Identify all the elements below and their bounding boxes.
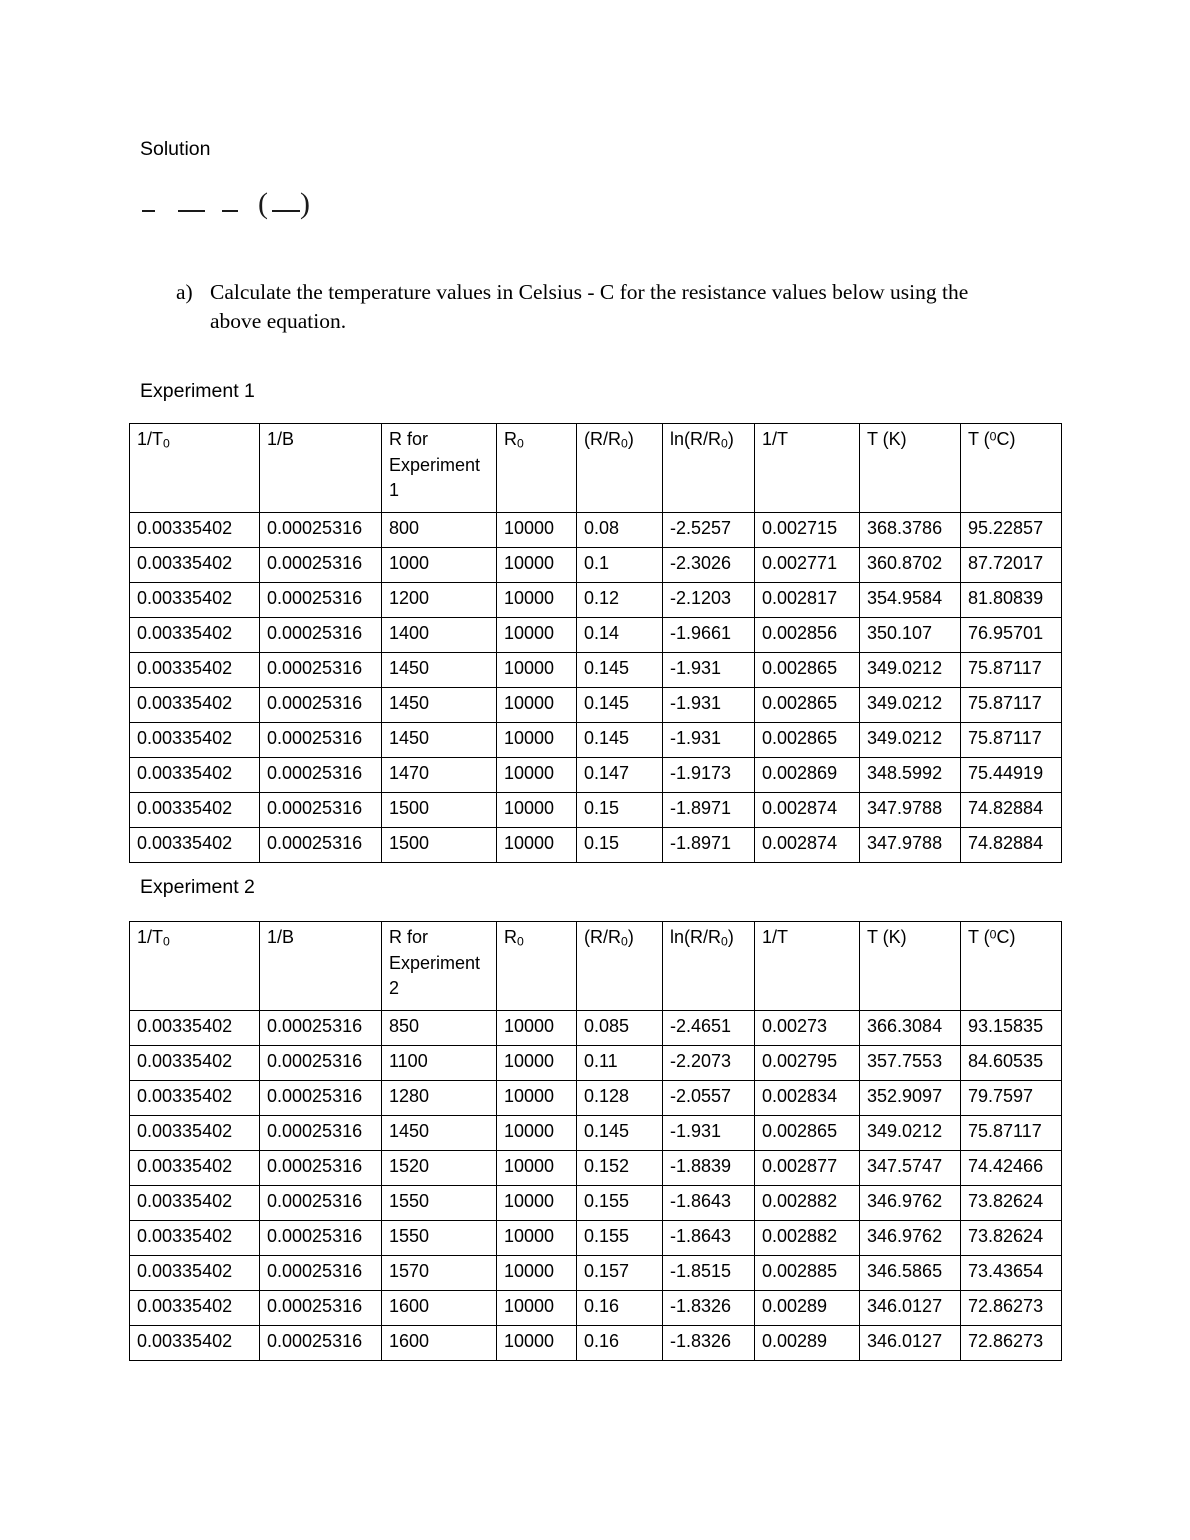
- table-row: [130, 1046, 1062, 1081]
- table-cell: 0.00335402: [130, 1256, 260, 1291]
- table-cell: 0.00335402: [130, 1186, 260, 1221]
- table-cell: -1.931: [663, 723, 755, 758]
- table-cell: 349.0212: [860, 723, 961, 758]
- table-cell: -1.931: [663, 653, 755, 688]
- table-cell: 0.00289: [755, 1291, 860, 1326]
- table-cell: -1.8839: [663, 1151, 755, 1186]
- table-cell: 73.82624: [961, 1221, 1062, 1256]
- table-cell: 10000: [497, 513, 577, 548]
- table-cell: 75.87117: [961, 688, 1062, 723]
- table-cell: 368.3786: [860, 513, 961, 548]
- table-row: [130, 723, 1062, 758]
- table-cell: -1.931: [663, 1116, 755, 1151]
- table-cell: 0.002882: [755, 1186, 860, 1221]
- table-cell: 0.00025316: [260, 1326, 382, 1361]
- table-cell: 0.155: [577, 1221, 663, 1256]
- solution-heading: Solution: [140, 138, 211, 160]
- table-cell: 1550: [382, 1186, 497, 1221]
- table-cell: 76.95701: [961, 618, 1062, 653]
- table-cell: 0.00025316: [260, 653, 382, 688]
- column-header: R for Experiment 1: [382, 424, 497, 513]
- table-row: [130, 1221, 1062, 1256]
- table-cell: 0.00025316: [260, 1256, 382, 1291]
- table-cell: 346.0127: [860, 1291, 961, 1326]
- column-header: $(R/R_0)$: [577, 922, 663, 1011]
- table-cell: 0.155: [577, 1186, 663, 1221]
- table-cell: 0.00025316: [260, 1186, 382, 1221]
- table-cell: 75.87117: [961, 723, 1062, 758]
- table-cell: 347.9788: [860, 828, 961, 863]
- table-cell: 0.00025316: [260, 758, 382, 793]
- table-cell: 0.00335402: [130, 1326, 260, 1361]
- table-cell: 0.002874: [755, 793, 860, 828]
- table-cell: 0.002865: [755, 688, 860, 723]
- table-cell: -1.931: [663, 688, 755, 723]
- table-cell: 1500: [382, 828, 497, 863]
- table-cell: 1500: [382, 793, 497, 828]
- table-cell: 800: [382, 513, 497, 548]
- table-cell: 0.00335402: [130, 793, 260, 828]
- table-cell: -1.8971: [663, 828, 755, 863]
- table-cell: 347.9788: [860, 793, 961, 828]
- table-row: [130, 1116, 1062, 1151]
- table-cell: 0.002795: [755, 1046, 860, 1081]
- table-row: [130, 828, 1062, 863]
- table-row: [130, 548, 1062, 583]
- table-cell: 10000: [497, 793, 577, 828]
- table-cell: 74.82884: [961, 793, 1062, 828]
- table-cell: 0.00335402: [130, 688, 260, 723]
- table-cell: 1600: [382, 1326, 497, 1361]
- table-cell: 0.00025316: [260, 1151, 382, 1186]
- table-row: [130, 1256, 1062, 1291]
- table-cell: 0.00335402: [130, 758, 260, 793]
- table-cell: 0.15: [577, 793, 663, 828]
- table-cell: 0.16: [577, 1291, 663, 1326]
- table-header-row: [130, 424, 1062, 513]
- table-cell: 0.00335402: [130, 1151, 260, 1186]
- table-cell: -1.9661: [663, 618, 755, 653]
- table-cell: -2.0557: [663, 1081, 755, 1116]
- table-cell: 10000: [497, 1256, 577, 1291]
- column-header: T ($^0$C): [961, 922, 1062, 1011]
- table-cell: 0.145: [577, 688, 663, 723]
- table-cell: 0.00025316: [260, 793, 382, 828]
- table-cell: 0.00025316: [260, 618, 382, 653]
- fraction-bar-icon: [272, 210, 300, 212]
- instruction-item-a: [176, 278, 1006, 335]
- table-row: [130, 1151, 1062, 1186]
- table-cell: 0.145: [577, 653, 663, 688]
- table-cell: 0.002874: [755, 828, 860, 863]
- table-cell: 1570: [382, 1256, 497, 1291]
- table-cell: 0.00025316: [260, 1116, 382, 1151]
- table-cell: 1450: [382, 1116, 497, 1151]
- column-header: $1/T_0$: [130, 922, 260, 1011]
- table-cell: 0.00025316: [260, 1081, 382, 1116]
- column-header: T (K): [860, 424, 961, 513]
- column-header: R for Experiment 2: [382, 922, 497, 1011]
- column-header: $\ln(R/R_0)$: [663, 424, 755, 513]
- table-cell: 74.42466: [961, 1151, 1062, 1186]
- table-cell: 346.0127: [860, 1326, 961, 1361]
- table-cell: 0.00335402: [130, 1046, 260, 1081]
- table-cell: 10000: [497, 1186, 577, 1221]
- table-cell: 10000: [497, 1291, 577, 1326]
- table-cell: 0.00335402: [130, 1011, 260, 1046]
- column-header: 1/B: [260, 922, 382, 1011]
- table-cell: 1400: [382, 618, 497, 653]
- table-cell: 0.00025316: [260, 1046, 382, 1081]
- table-cell: 0.00335402: [130, 513, 260, 548]
- table-cell: 0.00335402: [130, 618, 260, 653]
- table-row: [130, 1011, 1062, 1046]
- column-header: 1/B: [260, 424, 382, 513]
- table-cell: 0.00335402: [130, 723, 260, 758]
- table-cell: 0.00025316: [260, 1011, 382, 1046]
- table-cell: 346.9762: [860, 1186, 961, 1221]
- table-cell: 0.15: [577, 828, 663, 863]
- table-cell: 0.00025316: [260, 723, 382, 758]
- table-cell: 0.00025316: [260, 688, 382, 723]
- table-cell: 0.002865: [755, 723, 860, 758]
- table-row: [130, 1291, 1062, 1326]
- table-cell: 0.00335402: [130, 1291, 260, 1326]
- table-cell: -1.8326: [663, 1291, 755, 1326]
- table-cell: 1450: [382, 723, 497, 758]
- table-cell: 0.12: [577, 583, 663, 618]
- table-cell: 72.86273: [961, 1326, 1062, 1361]
- table-cell: -2.2073: [663, 1046, 755, 1081]
- table-cell: 0.002817: [755, 583, 860, 618]
- table-cell: 350.107: [860, 618, 961, 653]
- table-cell: -2.5257: [663, 513, 755, 548]
- table-cell: 1520: [382, 1151, 497, 1186]
- table-cell: 0.08: [577, 513, 663, 548]
- table-cell: 75.87117: [961, 1116, 1062, 1151]
- fraction-bar-icon: [142, 210, 155, 212]
- table-cell: 1450: [382, 653, 497, 688]
- column-header: T (K): [860, 922, 961, 1011]
- experiment-2-caption: Experiment 2: [140, 876, 255, 898]
- table-cell: 87.72017: [961, 548, 1062, 583]
- instruction-text: Calculate the temperature values in Celsius - C for the resistance values below using the above equation.: [210, 280, 969, 333]
- table-cell: 75.87117: [961, 653, 1062, 688]
- table-cell: 0.11: [577, 1046, 663, 1081]
- table-cell: 81.80839: [961, 583, 1062, 618]
- table-row: [130, 1326, 1062, 1361]
- table-cell: 0.00025316: [260, 513, 382, 548]
- table-cell: 10000: [497, 653, 577, 688]
- table-cell: 357.7553: [860, 1046, 961, 1081]
- column-header: $R_0$: [497, 424, 577, 513]
- table-row: [130, 513, 1062, 548]
- table-cell: 93.15835: [961, 1011, 1062, 1046]
- table-cell: 10000: [497, 723, 577, 758]
- table-cell: 1470: [382, 758, 497, 793]
- table-cell: -1.9173: [663, 758, 755, 793]
- table-cell: -2.4651: [663, 1011, 755, 1046]
- table-cell: 74.82884: [961, 828, 1062, 863]
- table-cell: 0.002834: [755, 1081, 860, 1116]
- table-cell: 0.00025316: [260, 583, 382, 618]
- table-cell: -1.8971: [663, 793, 755, 828]
- table-cell: 10000: [497, 1151, 577, 1186]
- table-cell: 0.00335402: [130, 1116, 260, 1151]
- table-cell: 0.00025316: [260, 1291, 382, 1326]
- table-cell: 0.14: [577, 618, 663, 653]
- open-paren-glyph: (: [258, 187, 268, 220]
- column-header: $\ln(R/R_0)$: [663, 922, 755, 1011]
- table-header-row: [130, 922, 1062, 1011]
- table-cell: 73.43654: [961, 1256, 1062, 1291]
- table-cell: 10000: [497, 828, 577, 863]
- table-row: [130, 1081, 1062, 1116]
- equation-fragment: [138, 187, 558, 226]
- table-body: [130, 1011, 1062, 1361]
- table-cell: 10000: [497, 618, 577, 653]
- table-cell: 0.002885: [755, 1256, 860, 1291]
- table-cell: 1450: [382, 688, 497, 723]
- table-cell: 347.5747: [860, 1151, 961, 1186]
- fraction-bar-icon: [178, 210, 205, 212]
- column-header: T ($^0$C): [961, 424, 1062, 513]
- table-cell: -1.8326: [663, 1326, 755, 1361]
- table-cell: 0.145: [577, 1116, 663, 1151]
- table-cell: 0.002715: [755, 513, 860, 548]
- table-cell: 10000: [497, 583, 577, 618]
- table-body: [130, 513, 1062, 863]
- experiment-1-caption: Experiment 1: [140, 380, 255, 402]
- table-cell: 0.00335402: [130, 548, 260, 583]
- table-row: [130, 793, 1062, 828]
- table-cell: 0.002869: [755, 758, 860, 793]
- table-cell: 0.145: [577, 723, 663, 758]
- table-cell: 0.085: [577, 1011, 663, 1046]
- table-row: [130, 1186, 1062, 1221]
- table-cell: 0.00335402: [130, 1081, 260, 1116]
- column-header: $1/T_0$: [130, 424, 260, 513]
- table-cell: 0.002865: [755, 1116, 860, 1151]
- table-cell: -1.8643: [663, 1186, 755, 1221]
- table-cell: 346.9762: [860, 1221, 961, 1256]
- table-cell: 1600: [382, 1291, 497, 1326]
- column-header: $R_0$: [497, 922, 577, 1011]
- table-row: [130, 758, 1062, 793]
- table-cell: -1.8643: [663, 1221, 755, 1256]
- table-cell: 84.60535: [961, 1046, 1062, 1081]
- table-cell: 75.44919: [961, 758, 1062, 793]
- table-cell: 0.00273: [755, 1011, 860, 1046]
- table-cell: 1000: [382, 548, 497, 583]
- table-cell: 0.002882: [755, 1221, 860, 1256]
- table-cell: 348.5992: [860, 758, 961, 793]
- table-cell: 349.0212: [860, 1116, 961, 1151]
- table-cell: 0.002771: [755, 548, 860, 583]
- table-cell: 352.9097: [860, 1081, 961, 1116]
- table-cell: 0.00335402: [130, 1221, 260, 1256]
- table-cell: -2.1203: [663, 583, 755, 618]
- table-cell: 0.002865: [755, 653, 860, 688]
- table-cell: 0.002877: [755, 1151, 860, 1186]
- table-cell: 0.152: [577, 1151, 663, 1186]
- table-cell: 72.86273: [961, 1291, 1062, 1326]
- column-header: 1/T: [755, 922, 860, 1011]
- table-cell: 0.16: [577, 1326, 663, 1361]
- table-row: [130, 583, 1062, 618]
- table-cell: 0.00025316: [260, 828, 382, 863]
- table-row: [130, 688, 1062, 723]
- table-cell: 10000: [497, 1116, 577, 1151]
- table-cell: 0.157: [577, 1256, 663, 1291]
- table-cell: 349.0212: [860, 688, 961, 723]
- table-cell: 850: [382, 1011, 497, 1046]
- table-row: [130, 618, 1062, 653]
- table-row: [130, 653, 1062, 688]
- table-cell: 1100: [382, 1046, 497, 1081]
- table-cell: 360.8702: [860, 548, 961, 583]
- table-cell: 0.00025316: [260, 548, 382, 583]
- table-cell: 1200: [382, 583, 497, 618]
- table-cell: 0.00335402: [130, 583, 260, 618]
- experiment-2-table: [129, 921, 1062, 1361]
- table-cell: 73.82624: [961, 1186, 1062, 1221]
- table-cell: 10000: [497, 758, 577, 793]
- table-cell: 10000: [497, 688, 577, 723]
- column-header: $(R/R_0)$: [577, 424, 663, 513]
- table-cell: 10000: [497, 548, 577, 583]
- close-paren-glyph: ): [300, 187, 310, 220]
- table-cell: 0.00025316: [260, 1221, 382, 1256]
- table-cell: 10000: [497, 1081, 577, 1116]
- table-cell: 354.9584: [860, 583, 961, 618]
- table-cell: 1550: [382, 1221, 497, 1256]
- table-cell: 10000: [497, 1326, 577, 1361]
- table-cell: 1280: [382, 1081, 497, 1116]
- table-cell: 79.7597: [961, 1081, 1062, 1116]
- table-cell: 10000: [497, 1011, 577, 1046]
- list-marker: a): [176, 280, 193, 304]
- table-cell: 10000: [497, 1046, 577, 1081]
- table-cell: 0.00335402: [130, 653, 260, 688]
- table-cell: -1.8515: [663, 1256, 755, 1291]
- table-cell: -2.3026: [663, 548, 755, 583]
- table-cell: 0.002856: [755, 618, 860, 653]
- table-cell: 0.147: [577, 758, 663, 793]
- table-cell: 349.0212: [860, 653, 961, 688]
- column-header: 1/T: [755, 424, 860, 513]
- table-cell: 0.1: [577, 548, 663, 583]
- experiment-1-table: [129, 423, 1062, 863]
- table-cell: 0.00289: [755, 1326, 860, 1361]
- table-cell: 366.3084: [860, 1011, 961, 1046]
- table-cell: 346.5865: [860, 1256, 961, 1291]
- table-cell: 10000: [497, 1221, 577, 1256]
- table-cell: 95.22857: [961, 513, 1062, 548]
- table-cell: 0.00335402: [130, 828, 260, 863]
- table-cell: 0.128: [577, 1081, 663, 1116]
- fraction-bar-icon: [222, 210, 238, 212]
